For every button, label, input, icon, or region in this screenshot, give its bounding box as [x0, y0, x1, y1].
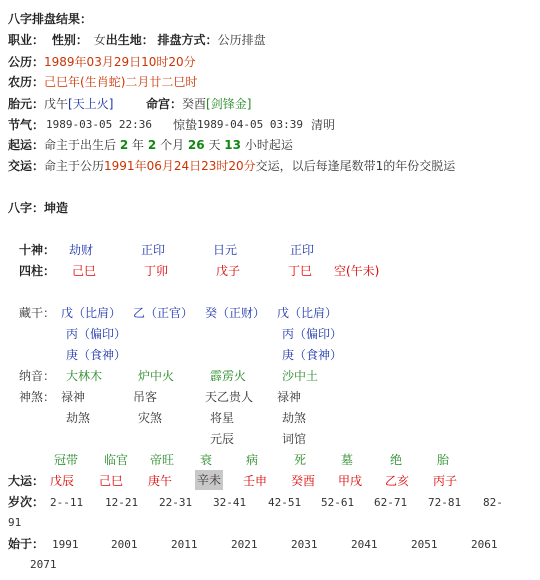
canggan-0-0: 戊（比肩） — [61, 306, 122, 320]
job-label: 职业： — [8, 33, 45, 47]
start-2: 2011 — [171, 538, 198, 551]
shensha-1-0: 吊客 — [133, 390, 158, 404]
method-label: 排盘方式： — [157, 33, 218, 47]
shishen-1: 正印 — [141, 243, 166, 257]
jiaoyun-date: 1991年06月24日23时20分 — [104, 159, 256, 173]
qiyun-days: 26 — [187, 138, 205, 152]
nayin-2: 霹雳火 — [210, 369, 247, 383]
qiyun-hours-unit: 小时起运 — [244, 138, 293, 152]
qiyun-months: 2 — [147, 138, 157, 152]
shishen-3: 正印 — [290, 243, 315, 257]
sizhu-3: 丁巳 — [288, 264, 313, 278]
jieqi-2-date: 1989-04-05 03:39 — [197, 118, 303, 131]
qiyun-days-unit: 天 — [208, 138, 221, 152]
age-4: 42-51 — [268, 496, 302, 509]
qiyun-row — [8, 138, 293, 152]
place-label: 出生地： — [105, 33, 154, 47]
nayin-0: 大林木 — [66, 369, 103, 383]
age-0: 2--11 — [50, 496, 84, 509]
jiaoyun-label: 交运： — [8, 159, 45, 173]
jieqi-1-name: 惊蛰 — [173, 118, 198, 132]
method-value: 公历排盘 — [217, 33, 266, 47]
age-label: 岁次： — [8, 495, 45, 509]
start-5: 2041 — [351, 538, 378, 551]
solar-label: 公历： — [8, 55, 45, 69]
dayun-pillar-1: 己巳 — [99, 474, 124, 488]
minggong-nayin: [剑锋金] — [206, 97, 252, 111]
solar-value: 1989年03月29日10时20分 — [44, 55, 196, 69]
shensha-2-1: 将星 — [210, 411, 235, 425]
sizhu-label: 四柱： — [19, 264, 56, 278]
age-6: 62-71 — [374, 496, 408, 509]
start-4: 2031 — [291, 538, 318, 551]
qiyun-years-unit: 年 — [132, 138, 145, 152]
dayun-state-2: 帝旺 — [150, 453, 175, 467]
dayun-state-1: 临官 — [104, 453, 129, 467]
jiaoyun-post: 交运，以后每逢尾数带1的年份交脱运 — [255, 159, 456, 173]
dayun-pillar-8: 丙子 — [433, 474, 458, 488]
age-7: 72-81 — [428, 496, 462, 509]
nayin-1: 炉中火 — [138, 369, 175, 383]
dayun-state-3: 衰 — [200, 453, 213, 467]
canggan-3-1: 丙（偏印） — [282, 327, 343, 341]
lunar-value: 己巳年(生肖蛇)二月廿二巳时 — [44, 75, 198, 89]
start-1: 2001 — [111, 538, 138, 551]
jieqi-2-name: 清明 — [311, 118, 336, 132]
canggan-0-2: 庚（食神） — [66, 348, 127, 362]
shensha-3-1: 劫煞 — [282, 411, 307, 425]
canggan-label: 藏干： — [19, 306, 56, 320]
shensha-0-0: 禄神 — [61, 390, 86, 404]
qiyun-hours: 13 — [224, 138, 241, 152]
dayun-pillar-7: 乙亥 — [385, 474, 410, 488]
taiyuan-value: 戊午 — [44, 97, 69, 111]
dayun-pillar-0: 戊辰 — [50, 474, 75, 488]
jieqi-label: 节气： — [8, 118, 45, 132]
sizhu-0: 己巳 — [72, 264, 97, 278]
minggong-label: 命宫： — [146, 97, 183, 111]
basic-info-row — [8, 33, 266, 47]
jiaoyun-pre: 命主于公历 — [44, 159, 105, 173]
dayun-state-8: 胎 — [437, 453, 450, 467]
canggan-2-0: 癸（正财） — [205, 306, 266, 320]
shishen-2: 日元 — [213, 243, 238, 257]
dayun-pillar-3-current: 辛未 — [195, 470, 223, 490]
shishen-0: 劫财 — [69, 243, 94, 257]
jiaoyun-row — [8, 159, 455, 173]
taiyuan-label: 胎元： — [8, 97, 45, 111]
qiyun-pre: 命主于出生后 — [44, 138, 117, 152]
jieqi-row — [8, 118, 44, 132]
dayun-pillar-6: 甲戌 — [338, 474, 363, 488]
shishen-label: 十神： — [19, 243, 56, 257]
age-8: 82- — [483, 496, 503, 509]
minggong-row — [146, 97, 251, 111]
taiyuan-nayin: [天上火] — [68, 97, 114, 111]
sizhu-1: 丁卯 — [144, 264, 169, 278]
shensha-label: 神煞： — [19, 390, 56, 404]
dayun-state-6: 墓 — [341, 453, 354, 467]
shensha-0-1: 劫煞 — [66, 411, 91, 425]
qiyun-label: 起运： — [8, 138, 45, 152]
shensha-2-0: 天乙贵人 — [205, 390, 254, 404]
kong-wang: 空(午未) — [334, 264, 380, 278]
shensha-1-1: 灾煞 — [138, 411, 163, 425]
dayun-label: 大运： — [8, 474, 45, 488]
sizhu-2: 戊子 — [216, 264, 241, 278]
canggan-3-2: 庚（食神） — [282, 348, 343, 362]
canggan-1-0: 乙（正官） — [133, 306, 194, 320]
dayun-pillar-4: 壬申 — [243, 474, 268, 488]
shensha-3-0: 禄神 — [277, 390, 302, 404]
taiyuan-row — [8, 97, 113, 111]
age-8-wrap: 91 — [8, 516, 22, 529]
start-0: 1991 — [52, 538, 79, 551]
bazi-title: 八字：坤造 — [8, 201, 69, 215]
qiyun-months-unit: 个月 — [160, 138, 185, 152]
age-2: 22-31 — [159, 496, 193, 509]
shensha-2-2: 元辰 — [210, 432, 235, 446]
nayin-3: 沙中土 — [282, 369, 319, 383]
dayun-pillar-5: 癸酉 — [291, 474, 316, 488]
solar-row — [8, 55, 196, 69]
age-1: 12-21 — [105, 496, 139, 509]
start-8: 2071 — [30, 558, 57, 571]
age-3: 32-41 — [213, 496, 247, 509]
lunar-label: 农历： — [8, 75, 45, 89]
dayun-state-7: 绝 — [390, 453, 403, 467]
dayun-state-5: 死 — [294, 453, 307, 467]
dayun-pillar-2: 庚午 — [148, 474, 173, 488]
qiyun-years: 2 — [119, 138, 129, 152]
sex-label: 性别： — [51, 33, 88, 47]
jieqi-1-date: 1989-03-05 22:36 — [46, 118, 152, 131]
nayin-label: 纳音： — [19, 369, 56, 383]
sex-value: 女 — [93, 33, 106, 47]
age-5: 52-61 — [321, 496, 355, 509]
start-7: 2061 — [471, 538, 498, 551]
minggong-value: 癸酉 — [182, 97, 207, 111]
start-6: 2051 — [411, 538, 438, 551]
dayun-state-4: 病 — [246, 453, 259, 467]
dayun-state-0: 冠带 — [54, 453, 79, 467]
lunar-row — [8, 75, 197, 89]
start-3: 2021 — [231, 538, 258, 551]
canggan-3-0: 戊（比肩） — [277, 306, 338, 320]
shensha-3-2: 词馆 — [282, 432, 307, 446]
canggan-0-1: 丙（偏印） — [66, 327, 127, 341]
start-label: 始于： — [8, 537, 45, 551]
page-title: 八字排盘结果： — [8, 12, 93, 26]
